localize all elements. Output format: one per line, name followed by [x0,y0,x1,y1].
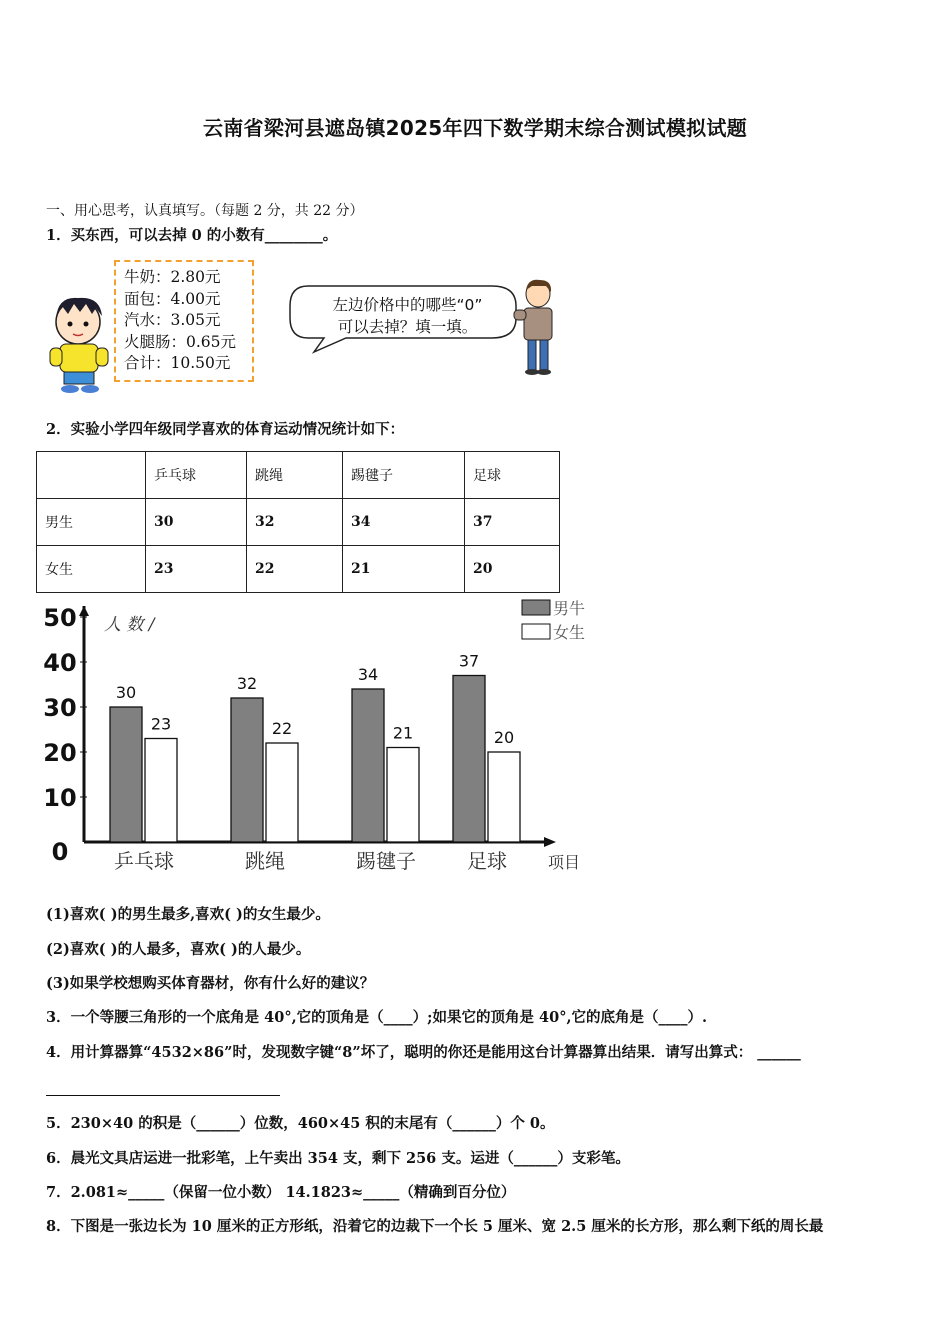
x-tick-label: 跳绳 [245,849,285,873]
table-header-cell: 乒乓球 [146,452,247,499]
table-cell: 21 [343,546,465,593]
bar [453,676,485,843]
bar-value-label: 30 [115,683,137,702]
bar-value-label: 23 [150,714,172,734]
bar [110,707,142,842]
table-cell: 37 [465,499,560,546]
table-header-cell [37,452,146,499]
bar-chart [36,596,596,882]
y-tick-label: 40 [43,649,77,677]
teacher-illustration [512,278,562,378]
y-axis-arrow [79,606,89,616]
row-label: 女生 [37,546,146,593]
bar-value-label: 32 [236,674,258,693]
bar [266,743,298,842]
legend-swatch [522,600,550,615]
x-axis-arrow [544,837,556,847]
table-cell: 30 [146,499,247,546]
table-header-cell: 足球 [465,452,560,499]
question-6: 6．晨光文具店运进一批彩笔，上午卖出 354 支，剩下 256 支。运进（______）支彩笔。 [46,1150,630,1167]
table-header-cell: 踢毽子 [343,452,465,499]
y-axis-title: 人 数 / [104,615,155,635]
price-item: 汽水：3.05元 [124,311,221,329]
table-cell: 32 [247,499,343,546]
bar [352,689,384,842]
bar [387,748,419,843]
page-title: 云南省梁河县遮岛镇2025年四下数学期末综合测试模拟试题 [202,116,748,140]
table-cell: 34 [343,499,465,546]
bubble-line: 可以去掉？填一填。 [337,318,478,336]
y-tick-label: 30 [43,694,77,722]
legend-label: 女生 [553,623,586,642]
bar-value-label: 21 [392,723,414,743]
table-row [37,546,560,593]
question-4: 4．用计算器算“4532×86”时，发现数字键“8”坏了，聪明的你还是能用这台计算器算出结果．请写出算式： ______ [46,1044,801,1061]
question-5: 5．230×40 的积是（______）位数，460×45 积的末尾有（______）个 0。 [46,1115,555,1132]
bubble-text [300,294,515,338]
bar-value-label: 20 [493,728,515,747]
price-item: 面包：4.00元 [124,289,221,308]
table-header-cell: 跳绳 [247,452,343,499]
price-list [114,260,254,382]
question-7: 7．2.081≈_____（保留一位小数） 14.1823≈_____（精确到百分位） [46,1184,516,1201]
table-row [37,499,560,546]
bubble-line: 左边价格中的哪些“0” [332,296,483,314]
question-3: 3．一个等腰三角形的一个底角是 40°,它的顶角是（____）;如果它的顶角是 40°,它的底角是（____）. [46,1009,708,1026]
row-label: 男生 [37,499,146,546]
bar-value-label: 37 [458,651,480,671]
section-heading: 一、用心思考，认真填写。（每题 2 分，共 22 分） [46,203,364,219]
y-tick-label: 50 [43,604,77,632]
subquestion-3: (3)如果学校想购买体育器材，你有什么好的建议？ [46,975,375,992]
subquestion-1: (1)喜欢( )的男生最多,喜欢( )的女生最少。 [46,906,330,923]
bar-value-label: 34 [357,665,379,684]
x-tick-label: 乒乓球 [114,849,174,873]
x-tick-label: 踢毽子 [356,849,416,873]
x-tick-label: 足球 [467,849,507,873]
price-item: 合计：10.50元 [124,354,231,372]
price-item: 火腿肠：0.65元 [124,332,237,351]
boy-illustration [48,292,112,396]
table-cell: 23 [146,546,247,593]
y-tick-label: 20 [43,739,77,767]
bar [488,752,520,842]
y-tick-label: 0 [51,838,69,866]
bar-value-label: 22 [271,719,293,738]
table-cell: 22 [247,546,343,593]
legend-label: 男牛 [553,599,586,618]
bar [231,698,263,842]
table-header-row [37,452,560,499]
question-2: 2．实验小学四年级同学喜欢的体育运动情况统计如下： [46,421,405,438]
table-cell: 20 [465,546,560,593]
question-1: 1．买东西，可以去掉 0 的小数有________。 [46,227,338,244]
question-8: 8．下图是一张边长为 10 厘米的正方形纸，沿着它的边裁下一个长 5 厘米、宽 2.5 厘米的长方形，那么剩下纸的周长最 [46,1218,824,1235]
stats-table [36,451,560,593]
legend-swatch [522,624,550,639]
price-item: 牛奶：2.80元 [124,268,221,286]
bar [145,739,177,843]
answer-line [46,1095,280,1096]
subquestion-2: (2)喜欢( )的人最多，喜欢( )的人最少。 [46,941,311,958]
x-axis-title: 项目 [548,853,581,872]
y-tick-label: 10 [43,784,77,812]
